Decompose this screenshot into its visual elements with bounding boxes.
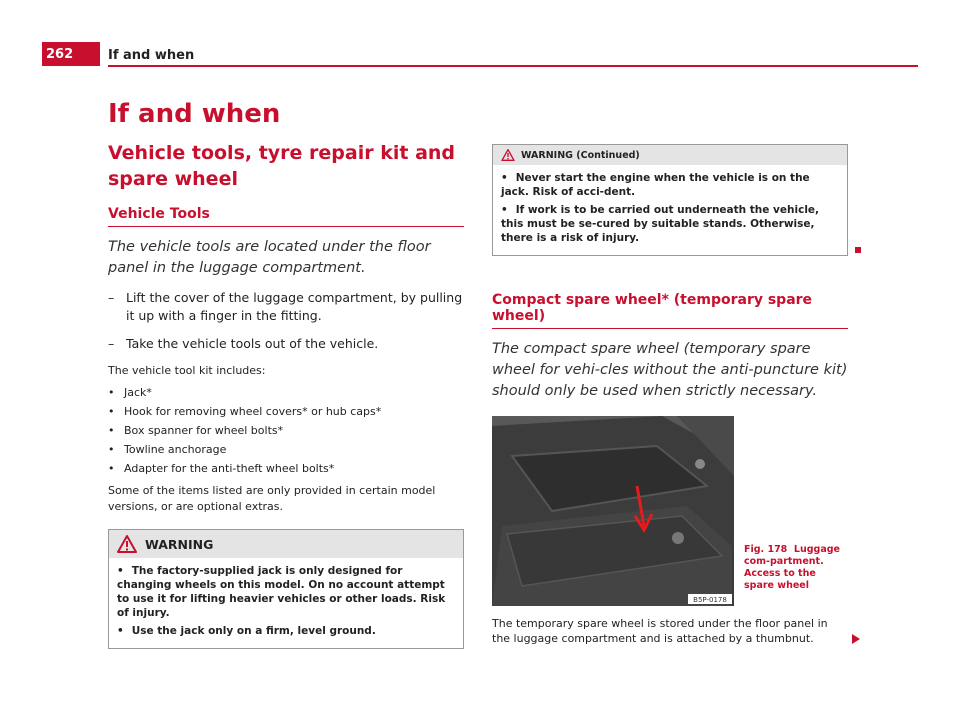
intro-text: The vehicle tools are located under the floor panel in the luggage compartment.: [108, 239, 431, 276]
kit-item: • Jack*: [108, 386, 152, 399]
kit-item: • Box spanner for wheel bolts*: [108, 424, 284, 437]
spare-wheel-intro: The compact spare wheel (temporary spare wheel for vehi-cles without the anti-puncture kit) should only be used when strictly necessary.: [492, 341, 848, 399]
section-title: Vehicle tools, tyre repair kit and spare wheel: [108, 142, 456, 190]
section-end-marker: [855, 247, 861, 253]
warning-box: [108, 529, 464, 649]
warning-body: [109, 558, 463, 648]
photo-illustration: [492, 416, 734, 606]
kit-intro: The vehicle tool kit includes:: [108, 364, 266, 377]
photo-code: B5P-0178: [693, 596, 727, 604]
spare-wheel-title: Compact spare wheel* (temporary spare wheel): [492, 292, 848, 329]
warning-item: • The factory-supplied jack is only designed for changing wheels on this model. On no account attempt to use it for lifting heavier vehicles or other loads. Risk of injury.: [117, 565, 446, 619]
page-number: 262: [42, 42, 100, 66]
step-item: – Take the vehicle tools out of the vehicle.: [108, 336, 379, 351]
warning-item: • If work is to be carried out underneath the vehicle, this must be se-cured by suitable stands. Otherwise, there is a risk of injury.: [501, 204, 820, 244]
warning-header: [109, 530, 463, 558]
warning-continued-box: [492, 144, 848, 256]
kit-item: • Hook for removing wheel covers* or hub caps*: [108, 405, 382, 418]
warning-item: • Never start the engine when the vehicle is on the jack. Risk of acci-dent.: [501, 172, 810, 198]
continue-arrow-icon: [852, 634, 860, 644]
chapter-title: If and when: [108, 99, 281, 129]
warning-title: WARNING: [145, 536, 214, 552]
right-column: [492, 144, 848, 646]
kit-item: • Adapter for the anti-theft wheel bolts*: [108, 462, 335, 475]
header-rule: [108, 65, 918, 67]
warning-triangle-icon: [117, 535, 137, 553]
spare-wheel-paragraph: The temporary spare wheel is stored under the floor panel in the luggage compartment and is attached by a thumbnut.: [492, 616, 848, 646]
figure-label: Fig. 178: [744, 544, 788, 555]
step-item: – Lift the cover of the luggage compartment, by pulling it up with a finger in the fitting.: [108, 290, 463, 323]
note-text: Some of the items listed are only provided in certain model versions, or are optional extras.: [108, 484, 436, 513]
step-list: [108, 289, 464, 353]
luggage-compartment-photo: [492, 416, 734, 606]
dash-bullet: –: [108, 290, 115, 305]
kit-list: [108, 385, 464, 477]
warning-triangle-icon: [501, 149, 515, 161]
figure-caption: [734, 544, 848, 592]
dash-bullet: –: [108, 336, 115, 351]
warning-continued-body: [493, 165, 847, 255]
figure-caption-text: Luggage com-partment. Access to the spare wheel: [744, 544, 840, 591]
warning-continued-header: [493, 145, 847, 165]
figure: [492, 416, 848, 606]
warning-item: • Use the jack only on a firm, level ground.: [117, 625, 376, 637]
kit-item: • Towline anchorage: [108, 443, 227, 456]
warning-continued-title: WARNING (Continued): [521, 149, 640, 161]
running-header: If and when: [108, 48, 195, 63]
subsection-title: Vehicle Tools: [108, 206, 464, 227]
left-column: [108, 98, 464, 649]
